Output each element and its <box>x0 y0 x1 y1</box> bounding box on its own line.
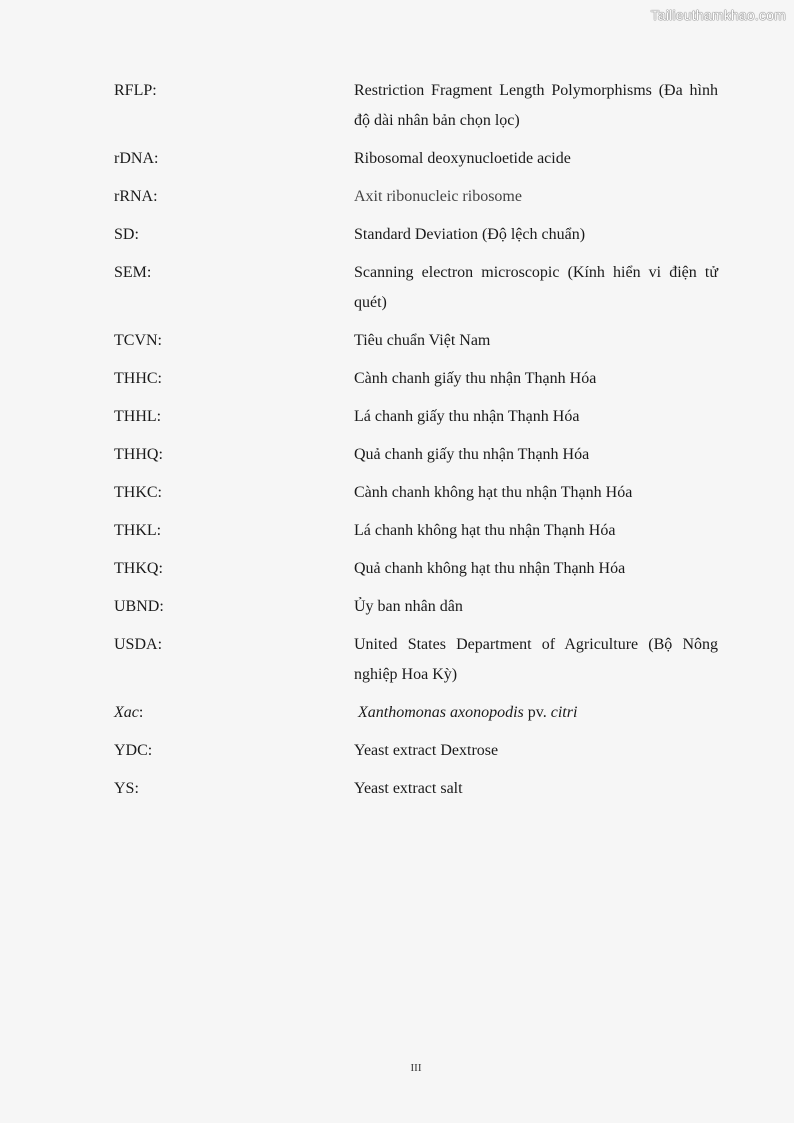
abbreviation-row-thhq <box>114 440 718 470</box>
abbreviation-term: UBND: <box>114 598 164 615</box>
abbreviation-term: SD: <box>114 226 139 243</box>
abbreviation-definition: Lá chanh giấy thu nhận Thạnh Hóa <box>354 408 580 425</box>
abbreviation-definition: Ribosomal deoxynucloetide acide <box>354 150 571 167</box>
abbreviation-row-rrna <box>114 182 718 212</box>
abbreviation-definition: Yeast extract salt <box>354 780 463 797</box>
abbreviation-term: THKQ: <box>114 560 163 577</box>
abbreviation-term: YS: <box>114 780 139 797</box>
abbreviation-term: THHC: <box>114 370 162 387</box>
abbreviation-row-thkc <box>114 478 718 508</box>
abbreviation-row-thkl <box>114 516 718 546</box>
abbreviation-definition <box>354 698 718 728</box>
definition-pathovar-name: citri <box>550 704 578 721</box>
abbreviation-definition: Cành chanh giấy thu nhận Thạnh Hóa <box>354 370 597 387</box>
abbreviation-row-thhc <box>114 364 718 394</box>
abbreviation-definition: Ủy ban nhân dân <box>354 598 463 615</box>
abbreviation-term: THKC: <box>114 484 162 501</box>
abbreviation-definition: Axit ribonucleic ribosome <box>354 188 522 205</box>
abbreviation-term: THKL: <box>114 522 162 539</box>
abbreviation-row-thhl <box>114 402 718 432</box>
definition-genus-species: Xanthomonas axonopodis <box>358 704 524 721</box>
abbreviation-definition: Quả chanh không hạt thu nhận Thạnh Hóa <box>354 560 626 577</box>
abbreviation-term: YDC: <box>114 742 153 759</box>
abbreviation-row-rdna <box>114 144 718 174</box>
definition-pathovar-prefix: pv. <box>523 704 551 721</box>
abbreviation-row-ydc <box>114 736 718 766</box>
abbreviation-definition: Tiêu chuẩn Việt Nam <box>354 332 491 349</box>
abbreviation-term: USDA: <box>114 636 163 653</box>
abbreviation-definition: Restriction Fragment Length Polymorphisms (Đa hình độ dài nhân bản chọn lọc) <box>354 82 718 129</box>
abbreviation-term: RFLP: <box>114 82 157 99</box>
abbreviation-list <box>114 76 718 812</box>
abbreviation-term: THHL: <box>114 408 162 425</box>
abbreviation-definition: Scanning electron microscopic (Kính hiển vi điện tử quét) <box>354 264 718 311</box>
abbreviation-row-tcvn <box>114 326 718 356</box>
abbreviation-row-rflp <box>114 76 718 136</box>
abbreviation-definition: Quả chanh giấy thu nhận Thạnh Hóa <box>354 446 590 463</box>
abbreviation-row-thkq <box>114 554 718 584</box>
abbreviation-definition: Lá chanh không hạt thu nhận Thạnh Hóa <box>354 522 616 539</box>
abbreviation-term-italic: Xac <box>114 704 139 721</box>
abbreviation-term: THHQ: <box>114 446 163 463</box>
abbreviation-row-ubnd <box>114 592 718 622</box>
abbreviation-row-usda <box>114 630 718 690</box>
abbreviation-term: rRNA: <box>114 188 158 205</box>
abbreviation-term <box>114 698 354 728</box>
abbreviation-definition: Cành chanh không hạt thu nhận Thạnh Hóa <box>354 484 633 501</box>
abbreviation-row-xac <box>114 698 718 728</box>
abbreviation-row-sd <box>114 220 718 250</box>
abbreviation-definition: Yeast extract Dextrose <box>354 742 499 759</box>
abbreviation-row-ys <box>114 774 718 804</box>
page-number: III <box>410 1062 422 1074</box>
abbreviation-term: TCVN: <box>114 332 162 349</box>
abbreviation-term: SEM: <box>114 264 152 281</box>
abbreviation-definition: Standard Deviation (Độ lệch chuẩn) <box>354 226 586 243</box>
abbreviation-term: rDNA: <box>114 150 159 167</box>
abbreviation-definition: United States Department of Agriculture (Bộ Nông nghiệp Hoa Kỳ) <box>354 636 718 683</box>
abbreviation-row-sem <box>114 258 718 318</box>
abbreviation-term-colon: : <box>138 704 144 721</box>
watermark-text: Tailieuthamkhao.com <box>650 7 786 23</box>
